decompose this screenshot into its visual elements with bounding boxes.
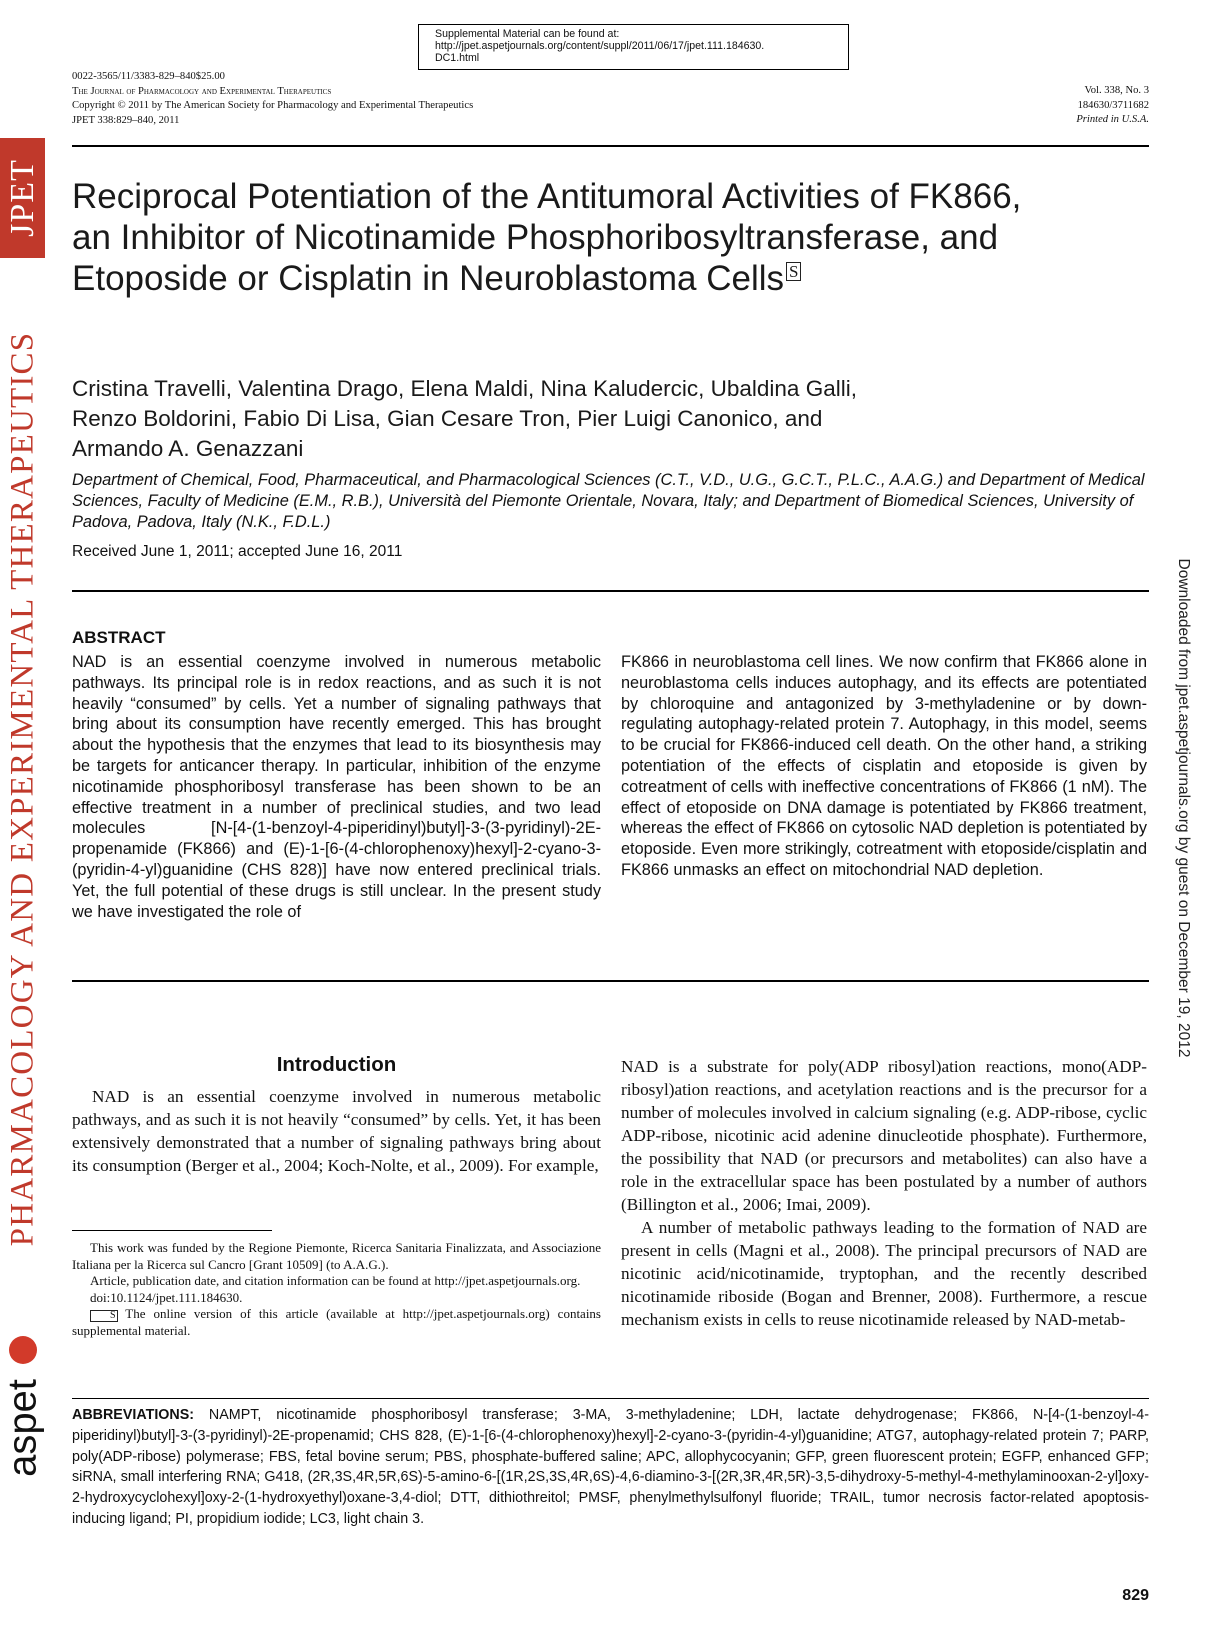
affiliations: Department of Chemical, Food, Pharmaceutical, and Pharmacological Sciences (C.T., V.D., U.G., G.C.T., P.L.C., A.A.G.) and Department of Medical Sciences, Faculty of Medicine (E.M., R.B.), Università del Piemonte Orientale, Novara, Italy; and Department of Biomedical Sciences, University of Padova, Padova, Italy (N.K., F.D.L.) [72,471,1145,531]
title-line-3: Etoposide or Cisplatin in Neuroblastoma Cells [72,259,785,298]
authors-line-3: Armando A. Genazzani [72,436,304,461]
supplemental-url-end[interactable]: DC1.html [435,52,480,65]
aspet-logo [0,1332,45,1492]
jpet-badge-label: JPET [3,159,41,237]
abstract-heading: ABSTRACT [72,628,166,647]
received-dates: Received June 1, 2011; accepted June 16, 2011 [72,543,403,560]
supplemental-mark-small-icon: S [90,1310,118,1322]
introduction-paragraph-2: A number of metabolic pathways leading to the formation of NAD are present in cells (Magni et al., 2008). The principal precursors of NAD are nicotinic acid/nicotinamide, tryptophan, and the recently described nicotinamide riboside (Bogan and Brenner, 2008). Furthermore, a rescue mechanism exists in cells to reuse nicotinamide released by NAD-metab- [621,1218,1147,1329]
supplemental-notice [418,24,849,70]
article-info-note: Article, publication date, and citation information can be found at http://jpet.aspetjournals.org. [90,1273,581,1288]
aspet-logo-text: aspet [0,1379,44,1477]
citation-line: JPET 338:829–840, 2011 [72,114,180,126]
printed-line: Printed in U.S.A. [1076,114,1149,125]
abstract-right-column: FK866 in neuroblastoma cell lines. We now confirm that FK866 alone in neuroblastoma cells induces autophagy, and its effects are potentiated by chloroquine and antagonized by 3-methyladenine or by down-regulating autophagy-related protein 7. Autophagy, in this model, seems to be crucial for FK866-induced cell death. On the other hand, a striking potentiation of the effects of cisplatin and etoposide is given by cotreatment of cells with ineffective concentrations of FK866 (1 nM). The effect of etoposide on DNA damage is potentiated by FK866 treatment, whereas the effect of FK866 on cytosolic NAD depletion is potentiated by etoposide. Even more strikingly, cotreatment with etoposide/cisplatin and FK866 unmasks an effect on mitochondrial NAD depletion. [621,653,1147,879]
introduction-right-column [621,1055,1147,1331]
supplemental-note [72,1306,601,1339]
supplemental-line-1: Supplemental Material can be found at: [435,28,620,40]
supplemental-url[interactable]: http://jpet.aspetjournals.org/content/suppl/2011/06/17/jpet.111.184630. [435,40,765,53]
title-line-1: Reciprocal Potentiation of the Antitumoral Activities of FK866, [72,177,1022,216]
masthead-right [1076,84,1149,128]
introduction-left-column: NAD is an essential coenzyme involved in numerous metabolic pathways, and as such it is not heavily “consumed” by cells. Yet, it has been extensively demonstrated that a number of signaling pathways bring about its consumption (Berger et al., 2004; Koch-Nolte, et al., 2009). For example, [72,1087,601,1175]
abbreviations-label: ABBREVIATIONS: [72,1407,195,1423]
copyright-line: Copyright © 2011 by The American Society for Pharmacology and Experimental Therapeutics [72,100,474,111]
header-rule [72,145,1149,147]
manuscript-id: 184630/3711682 [1077,99,1149,111]
issn-code: 0022-3565/11/3383-829–840$25.00 [72,71,225,82]
introduction-paragraph-1: NAD is a substrate for poly(ADP ribosyl)ation reactions, mono(ADP-ribosyl)ation reactions, and acetylation reactions and is the precursor for a number of molecules involved in calcium signaling (e.g. ADP-ribose, cyclic ADP-ribose, nicotinic acid adenine dinucleotide phosphate). Furthermore, the possibility that NAD (or precursors and metabolites) can also have a role in the extracellular space has been postulated by a number of authors (Billington et al., 2006; Imai, 2009). [621,1057,1147,1214]
authors-line-2: Renzo Boldorini, Fabio Di Lisa, Gian Cesare Tron, Pier Luigi Canonico, and [72,406,823,431]
jpet-badge [0,138,45,258]
abstract-top-rule [72,590,1149,592]
supplemental-note-text: The online version of this article (available at http://jpet.aspetjournals.org) contains supplemental material. [72,1306,601,1338]
funding-note: This work was funded by the Regione Piemonte, Ricerca Sanitaria Finalizzata, and Associazione Italiana per la Ricerca sul Cancro [Grant 10509] (to A.A.G.). [72,1240,601,1272]
footnote-rule [72,1230,272,1231]
journal-vertical-title [0,258,45,1320]
volume-line: Vol. 338, No. 3 [1084,85,1149,96]
abstract-bottom-rule [72,980,1149,982]
download-note-text: Downloaded from jpet.aspetjournals.org by guest on December 19, 2012 [1175,558,1192,1058]
abbreviations-text: NAMPT, nicotinamide phosphoribosyl transferase; 3-MA, 3-methyladenine; LDH, lactate dehydrogenase; FK866, N-[4-(1-benzoyl-4-piperidinyl)butyl]-3-(3-pyridinyl)-2E-propenamid; CHS 828, (E)-1-[6-(4-chlorophenoxy)hexyl]-2-cyano-3-(pyridin-4-yl)guanidine; ATG7, autophagy-related protein 7; PARP, poly(ADP-ribose) polymerase; FBS, fetal bovine serum; PBS, phosphate-buffered saline; APC, allophycocyanin; GFP, green fluorescent protein; EGFP, enhanced GFP; siRNA, small interfering RNA; G418, (2R,3S,4R,5R,6S)-5-amino-6-[(1R,2S,3S,4R,6S)-4,6-diamino-3-[(2R,3R,4R,5R)-3,5-dihydroxy-5-methyl-4-methylaminooxan-2-yl]oxy-2-hydroxycyclohexyl]oxy-2-(1-hydroxyethyl)oxane-3,4-diol; DTT, dithiothreitol; PMSF, phenylmethylsulfonyl fluoride; TRAIL, tumor necrosis factor-related apoptosis-inducing ligand; PI, propidium iodide; LC3, light chain 3. [72,1407,1149,1527]
aspet-logo-icon [9,1336,37,1364]
download-note [1158,548,1208,1068]
title-line-2: an Inhibitor of Nicotinamide Phosphoribosyltransferase, and [72,218,999,257]
abstract-left-column: NAD is an essential coenzyme involved in numerous metabolic pathways. Its principal role is in redox reactions, and as such it is not heavily “consumed” by cells. Yet a number of signaling pathways that bring about its consumption have recently emerged. This has brought about the hypothesis that the enzymes that lead to its biosynthesis may be targets for anticancer therapy. In particular, inhibition of the enzyme nicotinamide phosphoribosyl transferase has been shown to be an effective treatment in a number of preclinical studies, and two lead molecules [N-[4-(1-benzoyl-4-piperidinyl)butyl]-3-(3-pyridinyl)-2E-propenamide (FK866) and (E)-1-[6-(4-chlorophenoxy)hexyl]-2-cyano-3-(pyridin-4-yl)guanidine (CHS 828)] have now entered preclinical trials. Yet, the full potential of these drugs is still unclear. In the present study we have investigated the role of [72,653,601,921]
abbreviations-rule [72,1398,1149,1399]
journal-vertical-text: PHARMACOLOGY AND EXPERIMENTAL THERAPEUTICS [4,331,40,1247]
abbreviations [72,1405,1149,1530]
author-list [72,374,1152,464]
introduction-heading: Introduction [276,1053,397,1076]
doi-note: doi:10.1124/jpet.111.184630. [90,1289,243,1305]
footnotes [72,1240,601,1339]
page-number: 829 [1122,1587,1149,1604]
masthead-left [72,70,473,128]
supplemental-mark-icon[interactable]: S [786,262,801,281]
authors-line-1: Cristina Travelli, Valentina Drago, Elena Maldi, Nina Kaludercic, Ubaldina Galli, [72,376,857,401]
article-title [72,176,1162,299]
journal-name: The Journal of Pharmacology and Experimental Therapeutics [72,85,332,97]
